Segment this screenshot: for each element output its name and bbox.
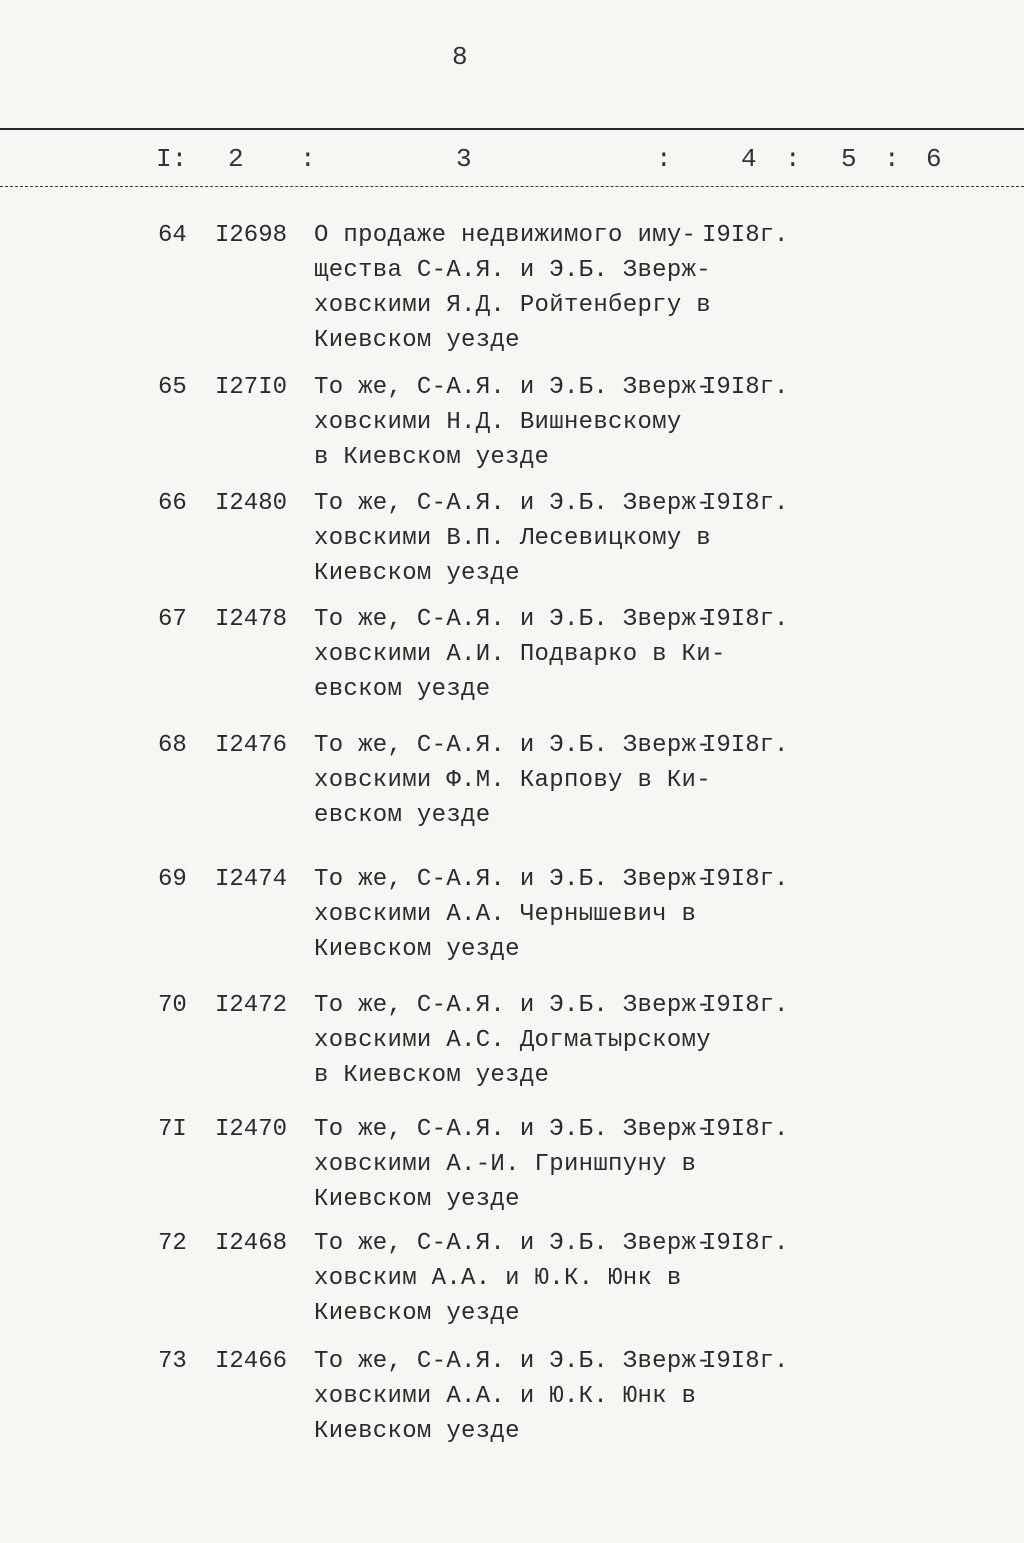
description-line: То же, С-А.Я. и Э.Б. Зверж-	[314, 490, 711, 517]
record-description	[314, 1112, 714, 1217]
column-header-4: 4	[741, 144, 757, 174]
description-line: евском уезде	[314, 676, 491, 703]
column-header-6: 6	[926, 144, 942, 174]
column-separator: :	[785, 144, 801, 174]
description-line: ховскими А.И. Подварко в Ки-	[314, 641, 726, 668]
description-line: ховскими А.-И. Гриншпуну в	[314, 1151, 697, 1178]
description-line: ховскими А.С. Догматырскому	[314, 1027, 711, 1054]
description-line: О продаже недвижимого иму-	[314, 222, 697, 249]
description-line: ховскими А.А. и Ю.К. Юнк в	[314, 1383, 697, 1410]
record-code: I2470	[215, 1116, 288, 1143]
description-line: То же, С-А.Я. и Э.Б. Зверж-	[314, 1348, 711, 1375]
description-line: ховским А.А. и Ю.К. Юнк в	[314, 1265, 682, 1292]
record-code: I2478	[215, 606, 288, 633]
column-separator: :	[884, 144, 900, 174]
description-line: То же, С-А.Я. и Э.Б. Зверж-	[314, 1230, 711, 1257]
record-code: I2476	[215, 732, 288, 759]
record-description	[314, 1226, 714, 1331]
record-description	[314, 370, 714, 475]
record-year: I9I8г.	[702, 992, 789, 1019]
description-line: Киевском уезде	[314, 327, 520, 354]
description-line: ховскими В.П. Лесевицкому в	[314, 525, 711, 552]
record-number: 72	[158, 1230, 187, 1257]
description-line: в Киевском уезде	[314, 1062, 550, 1089]
column-header-1: I:	[156, 144, 188, 174]
column-header-5: 5	[841, 144, 857, 174]
column-separator: :	[300, 144, 316, 174]
record-year: I9I8г.	[702, 866, 789, 893]
record-description	[314, 1344, 714, 1449]
record-number: 70	[158, 992, 187, 1019]
description-line: ховскими Я.Д. Ройтенбергу в	[314, 292, 711, 319]
column-header-3: 3	[456, 144, 472, 174]
description-line: Киевском уезде	[314, 936, 520, 963]
description-line: То же, С-А.Я. и Э.Б. Зверж-	[314, 1116, 711, 1143]
record-description	[314, 988, 714, 1093]
record-description	[314, 486, 714, 591]
record-year: I9I8г.	[702, 374, 789, 401]
record-code: I2466	[215, 1348, 288, 1375]
description-line: То же, С-А.Я. и Э.Б. Зверж-	[314, 606, 711, 633]
description-line: То же, С-А.Я. и Э.Б. Зверж-	[314, 992, 711, 1019]
description-line: ховскими Ф.М. Карпову в Ки-	[314, 767, 711, 794]
record-year: I9I8г.	[702, 1116, 789, 1143]
record-description	[314, 602, 726, 707]
record-number: 66	[158, 490, 187, 517]
description-line: Киевском уезде	[314, 1418, 520, 1445]
description-line: То же, С-А.Я. и Э.Б. Зверж-	[314, 374, 711, 401]
record-year: I9I8г.	[702, 1230, 789, 1257]
page-number: 8	[452, 42, 468, 72]
record-year: I9I8г.	[702, 222, 789, 249]
description-line: То же, С-А.Я. и Э.Б. Зверж-	[314, 732, 711, 759]
record-description	[314, 728, 714, 833]
description-line: То же, С-А.Я. и Э.Б. Зверж-	[314, 866, 711, 893]
record-code: I2468	[215, 1230, 288, 1257]
record-number: 69	[158, 866, 187, 893]
record-number: 73	[158, 1348, 187, 1375]
record-code: I27I0	[215, 374, 288, 401]
table-top-rule	[0, 128, 1024, 130]
column-separator: :	[656, 144, 672, 174]
description-line: Киевском уезде	[314, 1300, 520, 1327]
description-line: Киевском уезде	[314, 560, 520, 587]
description-line: в Киевском уезде	[314, 444, 550, 471]
record-description	[314, 218, 714, 358]
description-line: ховскими А.А. Чернышевич в	[314, 901, 697, 928]
record-year: I9I8г.	[702, 490, 789, 517]
record-year: I9I8г.	[702, 1348, 789, 1375]
description-line: щества С-А.Я. и Э.Б. Зверж-	[314, 257, 711, 284]
record-year: I9I8г.	[702, 732, 789, 759]
record-code: I2698	[215, 222, 288, 249]
record-number: 7I	[158, 1116, 187, 1143]
record-code: I2480	[215, 490, 288, 517]
record-description	[314, 862, 714, 967]
record-code: I2474	[215, 866, 288, 893]
record-number: 68	[158, 732, 187, 759]
record-number: 65	[158, 374, 187, 401]
description-line: евском уезде	[314, 802, 491, 829]
record-code: I2472	[215, 992, 288, 1019]
description-line: ховскими Н.Д. Вишневскому	[314, 409, 682, 436]
record-number: 64	[158, 222, 187, 249]
record-number: 67	[158, 606, 187, 633]
table-header-bottom-rule	[0, 186, 1024, 187]
record-year: I9I8г.	[702, 606, 789, 633]
column-header-2: 2	[228, 144, 244, 174]
description-line: Киевском уезде	[314, 1186, 520, 1213]
